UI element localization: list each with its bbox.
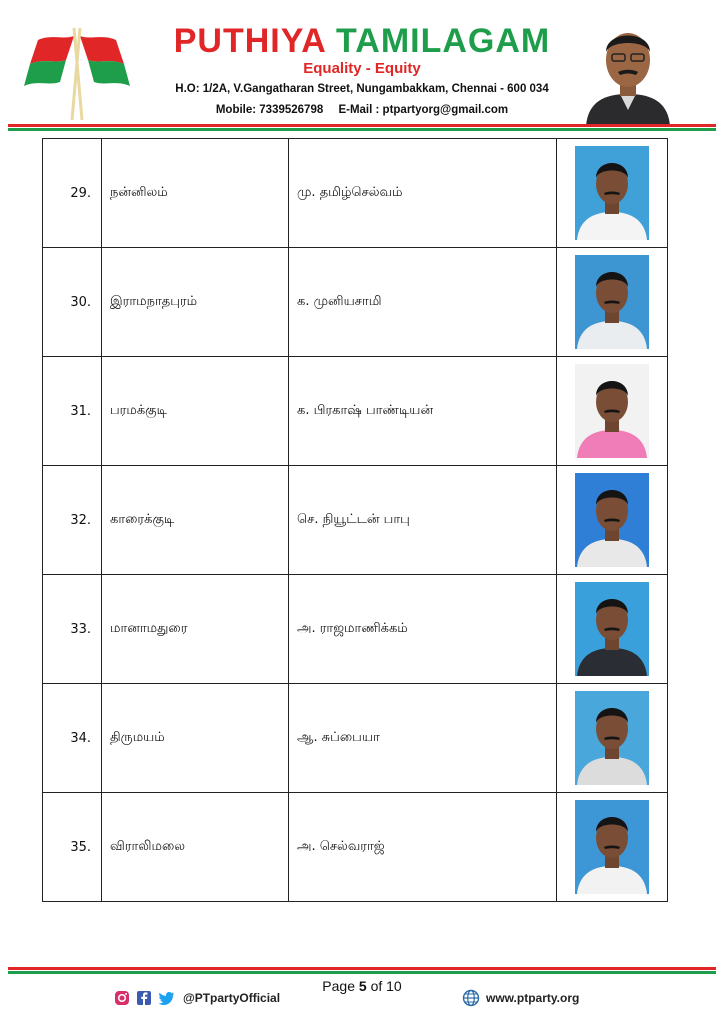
page-indicator [0, 978, 724, 994]
social-handle[interactable]: @PTpartyOfficial [183, 991, 281, 1005]
header-divider-green [8, 128, 716, 131]
page-current: 5 [358, 978, 367, 994]
candidate-photo-cell [557, 139, 668, 248]
instagram-icon[interactable] [114, 990, 130, 1006]
table-row [43, 575, 668, 684]
website-link[interactable] [462, 988, 579, 1008]
globe-icon [462, 989, 480, 1007]
page-label: Page [322, 978, 355, 994]
serial-number: 31. [43, 357, 102, 466]
constituency-name: விராலிமலை [102, 793, 289, 902]
candidate-photo [575, 473, 649, 567]
constituency-name: மானாமதுரை [102, 575, 289, 684]
candidate-name: க. முனியசாமி [289, 248, 557, 357]
candidate-photo [575, 691, 649, 785]
header-divider-red [8, 124, 716, 127]
page-total: 10 [386, 978, 402, 994]
candidate-name: க. பிரகாஷ் பாண்டியன் [289, 357, 557, 466]
candidate-photo-cell [557, 248, 668, 357]
candidate-photo [575, 800, 649, 894]
contact-line [144, 104, 580, 116]
constituency-name: காரைக்குடி [102, 466, 289, 575]
party-flags-logo [22, 24, 132, 122]
party-name-word2: TAMILAGAM [336, 22, 551, 60]
footer-divider-green [8, 971, 716, 974]
serial-number: 32. [43, 466, 102, 575]
candidate-name: செ. நியூட்டன் பாபு [289, 466, 557, 575]
candidate-photo-cell [557, 793, 668, 902]
candidate-name: அ. ராஜமாணிக்கம் [289, 575, 557, 684]
email-address: E-Mail : ptpartyorg@gmail.com [338, 104, 509, 116]
website-url[interactable]: www.ptparty.org [486, 991, 580, 1005]
page-of-label: of [370, 978, 383, 994]
candidate-name: அ. செல்வராஜ் [289, 793, 557, 902]
candidate-photo [575, 146, 649, 240]
table-row [43, 357, 668, 466]
party-name-word1: PUTHIYA [173, 22, 326, 60]
head-office-address: H.O: 1/2A, V.Gangatharan Street, Nungambakkam, Chennai - 600 034 [175, 83, 549, 95]
table-row [43, 684, 668, 793]
constituency-name: பரமக்குடி [102, 357, 289, 466]
serial-number: 35. [43, 793, 102, 902]
table-row [43, 139, 668, 248]
leader-portrait [582, 14, 674, 126]
serial-number: 29. [43, 139, 102, 248]
candidate-table-body [43, 139, 668, 902]
serial-number: 33. [43, 575, 102, 684]
constituency-name: திருமயம் [102, 684, 289, 793]
candidate-name: மு. தமிழ்செல்வம் [289, 139, 557, 248]
serial-number: 30. [43, 248, 102, 357]
party-name [144, 22, 580, 60]
candidate-name: ஆ. சுப்பையா [289, 684, 557, 793]
candidate-photo [575, 255, 649, 349]
footer-divider-red [8, 967, 716, 970]
candidate-table [42, 138, 668, 902]
serial-number: 34. [43, 684, 102, 793]
mobile-number: Mobile: 7339526798 [215, 104, 324, 116]
facebook-icon[interactable] [136, 990, 152, 1006]
constituency-name: இராமநாதபுரம் [102, 248, 289, 357]
social-links [114, 988, 280, 1008]
candidate-photo-cell [557, 575, 668, 684]
table-row [43, 466, 668, 575]
candidate-photo-cell [557, 466, 668, 575]
tagline: Equality - Equity [303, 60, 421, 77]
candidate-photo-cell [557, 357, 668, 466]
table-row [43, 248, 668, 357]
table-row [43, 793, 668, 902]
candidate-photo-cell [557, 684, 668, 793]
candidate-photo [575, 582, 649, 676]
candidate-photo [575, 364, 649, 458]
constituency-name: நன்னிலம் [102, 139, 289, 248]
letterhead [0, 0, 724, 132]
twitter-icon[interactable] [158, 991, 175, 1006]
